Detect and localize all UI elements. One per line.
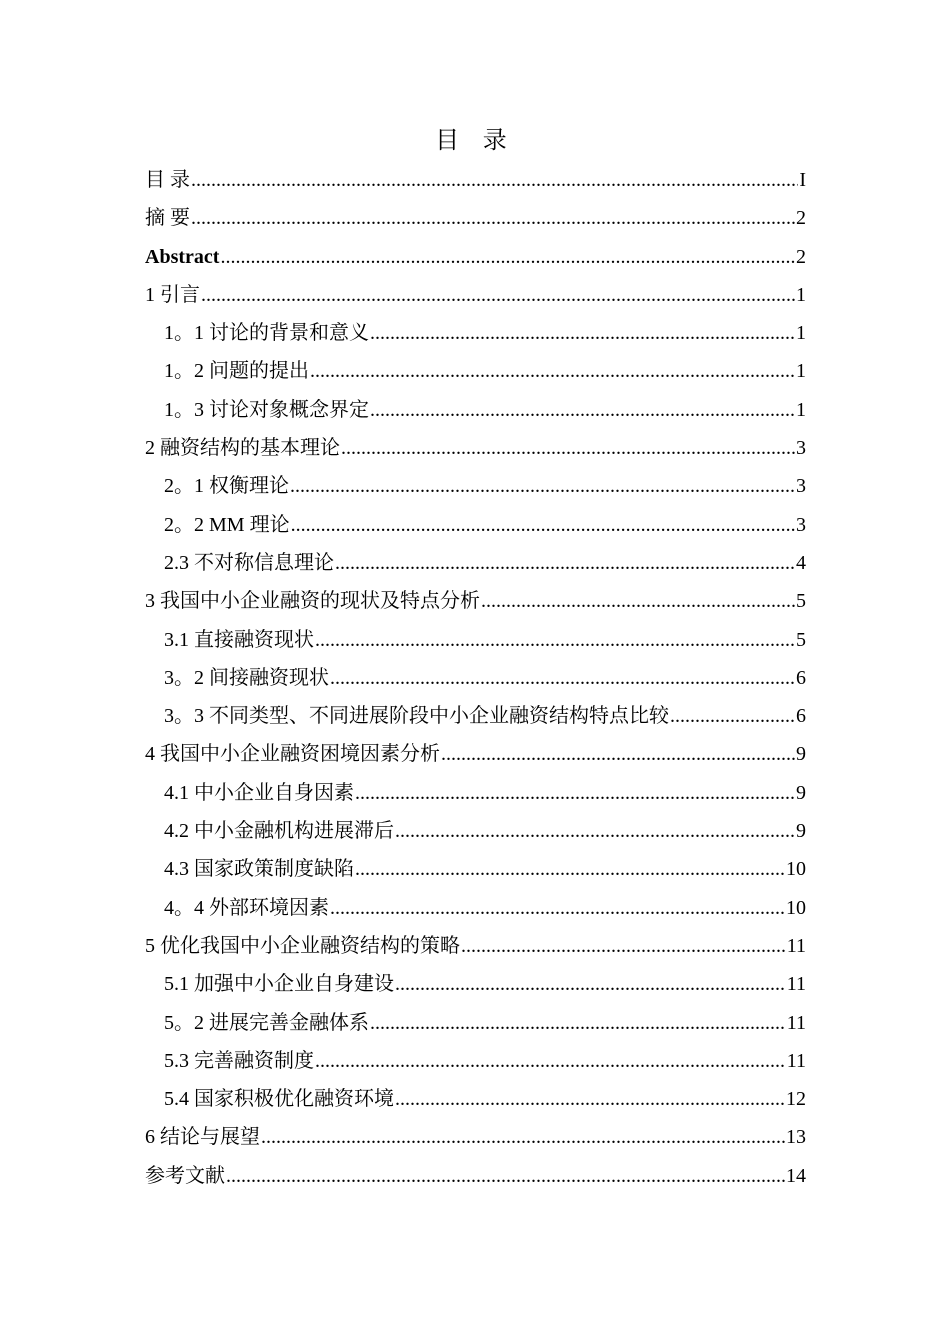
toc-subsection-entry[interactable]: [145, 621, 806, 659]
toc-entry-title: Abstract: [145, 245, 220, 268]
toc-entry-title: 3 我国中小企业融资的现状及特点分析: [145, 590, 480, 613]
toc-page-number: I: [799, 169, 806, 191]
toc-subsection-entry[interactable]: [145, 467, 806, 505]
toc-entry-title: 1。3 讨论对象概念界定: [164, 398, 369, 421]
toc-entry-title: 3。3 不同类型、不同进展阶段中小企业融资结构特点比较: [164, 705, 669, 728]
toc-section-entry[interactable]: [145, 582, 806, 620]
toc-subsection-entry[interactable]: [145, 1042, 806, 1080]
toc-subsection-entry[interactable]: [145, 965, 806, 1003]
toc-entry-title: 4 我国中小企业融资困境因素分析: [145, 743, 440, 766]
toc-entry-title: 6 结论与展望: [145, 1126, 260, 1149]
toc-page-number: 5: [796, 590, 806, 613]
toc-page-number: 9: [796, 743, 806, 766]
toc-entry-title: 4.2 中小金融机构进展滞后: [164, 820, 394, 843]
toc-section-entry[interactable]: [145, 276, 806, 314]
toc-entry-title: 2.3 不对称信息理论: [164, 551, 334, 574]
toc-subsection-entry[interactable]: [145, 1080, 806, 1118]
toc-section-entry[interactable]: [145, 1118, 806, 1156]
toc-dot-leader: [481, 582, 795, 620]
toc-page-number: 13: [786, 1126, 806, 1149]
toc-dot-leader: [355, 774, 795, 812]
toc-section-entry[interactable]: [145, 161, 806, 199]
toc-subsection-entry[interactable]: [145, 506, 806, 544]
toc-entry-title: 1 引言: [145, 283, 200, 306]
toc-entry-title: 3。2 间接融资现状: [164, 666, 329, 689]
toc-dot-leader: [291, 506, 795, 544]
toc-subsection-entry[interactable]: [145, 774, 806, 812]
toc-subsection-entry[interactable]: [145, 314, 806, 352]
toc-dot-leader: [315, 621, 795, 659]
toc-page-number: 12: [786, 1088, 806, 1111]
toc-subsection-entry[interactable]: [145, 352, 806, 390]
toc-dot-leader: [330, 889, 785, 927]
toc-entry-title: 5。2 进展完善金融体系: [164, 1011, 369, 1034]
toc-subsection-entry[interactable]: [145, 850, 806, 888]
toc-dot-leader: [315, 1042, 786, 1080]
toc-dot-leader: [441, 735, 795, 773]
toc-entry-title: 2 融资结构的基本理论: [145, 437, 340, 460]
toc-page-number: 9: [796, 820, 806, 843]
toc-page-number: 1: [796, 322, 806, 345]
toc-entry-title: 1。1 讨论的背景和意义: [164, 322, 369, 345]
toc-entry-title: 目 录: [145, 169, 190, 191]
toc-section-entry[interactable]: [145, 927, 806, 965]
toc-list: [145, 161, 806, 1195]
toc-dot-leader: [461, 927, 786, 965]
toc-entry-title: 参考文献: [145, 1164, 225, 1187]
toc-dot-leader: [370, 314, 795, 352]
toc-subsection-entry[interactable]: [145, 812, 806, 850]
toc-dot-leader: [670, 697, 795, 735]
toc-dot-leader: [395, 965, 786, 1003]
toc-entry-title: 2。1 权衡理论: [164, 475, 289, 498]
toc-page-number: 11: [786, 1011, 806, 1034]
toc-entry-title: 4.1 中小企业自身因素: [164, 781, 354, 804]
toc-page-number: 1: [796, 283, 806, 306]
toc-dot-leader: [290, 467, 795, 505]
toc-subsection-entry[interactable]: [145, 544, 806, 582]
toc-page-number: 3: [796, 437, 806, 460]
toc-dot-leader: [310, 352, 795, 390]
toc-page-number: 2: [796, 245, 806, 268]
toc-dot-leader: [370, 1004, 786, 1042]
toc-section-entry[interactable]: [145, 199, 806, 237]
toc-page-number: 1: [796, 360, 806, 383]
toc-page-number: 3: [796, 513, 806, 536]
toc-entry-title: 5 优化我国中小企业融资结构的策略: [145, 934, 460, 957]
toc-entry-title: 5.1 加强中小企业自身建设: [164, 973, 394, 996]
toc-dot-leader: [220, 238, 795, 276]
toc-entry-title: 4.3 国家政策制度缺陷: [164, 858, 354, 881]
toc-dot-leader: [201, 276, 795, 314]
toc-dot-leader: [191, 161, 798, 199]
toc-page-number: 6: [796, 705, 806, 728]
toc-section-entry[interactable]: [145, 238, 806, 276]
toc-entry-title: 摘 要: [145, 207, 190, 230]
toc-dot-leader: [335, 544, 795, 582]
toc-page-number: 11: [786, 934, 806, 957]
toc-dot-leader: [355, 850, 785, 888]
toc-page-number: 11: [786, 1049, 806, 1072]
toc-entry-title: 1。2 问题的提出: [164, 360, 309, 383]
toc-section-entry[interactable]: [145, 1157, 806, 1195]
toc-page-number: 3: [796, 475, 806, 498]
toc-subsection-entry[interactable]: [145, 889, 806, 927]
toc-page-number: 11: [786, 973, 806, 996]
toc-dot-leader: [261, 1118, 785, 1156]
toc-entry-title: 5.3 完善融资制度: [164, 1049, 314, 1072]
toc-page-number: 6: [796, 666, 806, 689]
toc-page-number: 14: [786, 1164, 806, 1187]
toc-entry-title: 2。2 MM 理论: [164, 513, 290, 536]
toc-entry-title: 5.4 国家积极优化融资环境: [164, 1088, 394, 1111]
toc-dot-leader: [370, 391, 795, 429]
toc-page-number: 10: [786, 896, 806, 919]
toc-title: 目 录: [435, 126, 515, 154]
toc-dot-leader: [341, 429, 795, 467]
toc-page-number: 1: [796, 398, 806, 421]
toc-dot-leader: [226, 1157, 785, 1195]
toc-page-number: 9: [796, 781, 806, 804]
toc-dot-leader: [191, 199, 795, 237]
toc-subsection-entry[interactable]: [145, 1004, 806, 1042]
toc-entry-title: 3.1 直接融资现状: [164, 628, 314, 651]
toc-dot-leader: [395, 812, 795, 850]
toc-subsection-entry[interactable]: [145, 697, 806, 735]
toc-section-entry[interactable]: [145, 429, 806, 467]
toc-subsection-entry[interactable]: [145, 391, 806, 429]
toc-page-number: 5: [796, 628, 806, 651]
toc-page-number: 4: [796, 551, 806, 574]
toc-entry-title: 4。4 外部环境因素: [164, 896, 329, 919]
toc-dot-leader: [330, 659, 795, 697]
toc-subsection-entry[interactable]: [145, 659, 806, 697]
toc-page-number: 10: [786, 858, 806, 881]
toc-dot-leader: [395, 1080, 785, 1118]
toc-page-number: 2: [796, 207, 806, 230]
toc-section-entry[interactable]: [145, 735, 806, 773]
